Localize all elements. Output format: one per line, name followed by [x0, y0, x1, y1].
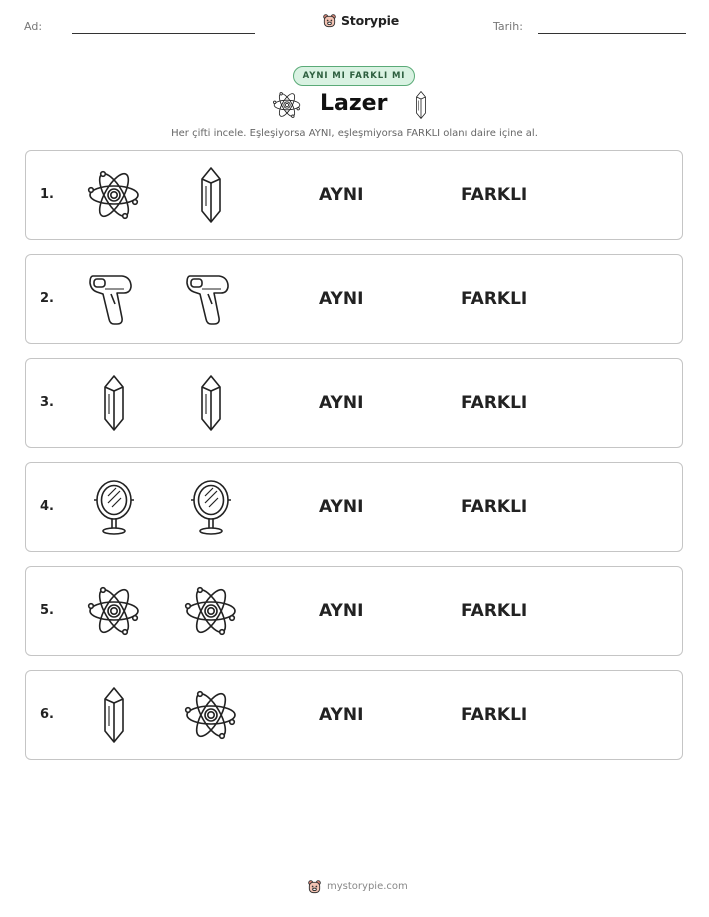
atom-icon	[271, 89, 303, 121]
question-number: 4.	[40, 499, 54, 514]
crystal-icon	[406, 89, 436, 121]
question-row-1	[25, 150, 683, 240]
option-different[interactable]: FARKLI	[461, 705, 528, 725]
option-same[interactable]: AYNI	[319, 601, 364, 621]
storypie-bear-icon	[307, 879, 322, 894]
question-number: 2.	[40, 291, 54, 306]
crystal-icon	[84, 686, 144, 744]
atom-icon	[84, 166, 144, 224]
question-row-5	[25, 566, 683, 656]
instructions: Her çifti incele. Eşleşiyorsa AYNI, eşleşmiyorsa FARKLI olanı daire içine al.	[171, 128, 538, 139]
worksheet-type-badge: AYNI MI FARKLI MI	[293, 66, 415, 86]
atom-icon	[84, 582, 144, 640]
question-row-3	[25, 358, 683, 448]
option-same[interactable]: AYNI	[319, 185, 364, 205]
name-field-line[interactable]	[72, 33, 255, 34]
atom-icon	[181, 582, 241, 640]
option-same[interactable]: AYNI	[319, 289, 364, 309]
storypie-bear-icon	[322, 13, 337, 28]
crystal-icon	[181, 166, 241, 224]
barcode-scanner-icon	[84, 270, 144, 328]
question-number: 5.	[40, 603, 54, 618]
title-row	[0, 89, 709, 123]
footer-url[interactable]: mystorypie.com	[327, 881, 408, 892]
page-title: Lazer	[320, 91, 388, 116]
barcode-scanner-icon	[181, 270, 241, 328]
option-same[interactable]: AYNI	[319, 393, 364, 413]
option-different[interactable]: FARKLI	[461, 185, 528, 205]
question-number: 1.	[40, 187, 54, 202]
brand-logo	[322, 13, 399, 28]
date-label: Tarih:	[493, 20, 523, 33]
option-different[interactable]: FARKLI	[461, 289, 528, 309]
question-row-2	[25, 254, 683, 344]
mirror-icon	[84, 478, 144, 536]
option-different[interactable]: FARKLI	[461, 601, 528, 621]
atom-icon	[181, 686, 241, 744]
question-number: 6.	[40, 707, 54, 722]
mirror-icon	[181, 478, 241, 536]
name-label: Ad:	[24, 20, 43, 33]
crystal-icon	[84, 374, 144, 432]
option-different[interactable]: FARKLI	[461, 497, 528, 517]
footer	[307, 879, 408, 894]
question-row-4	[25, 462, 683, 552]
question-number: 3.	[40, 395, 54, 410]
option-same[interactable]: AYNI	[319, 705, 364, 725]
crystal-icon	[181, 374, 241, 432]
date-field-line[interactable]	[538, 33, 686, 34]
question-row-6	[25, 670, 683, 760]
brand-name: Storypie	[341, 13, 399, 28]
option-same[interactable]: AYNI	[319, 497, 364, 517]
option-different[interactable]: FARKLI	[461, 393, 528, 413]
